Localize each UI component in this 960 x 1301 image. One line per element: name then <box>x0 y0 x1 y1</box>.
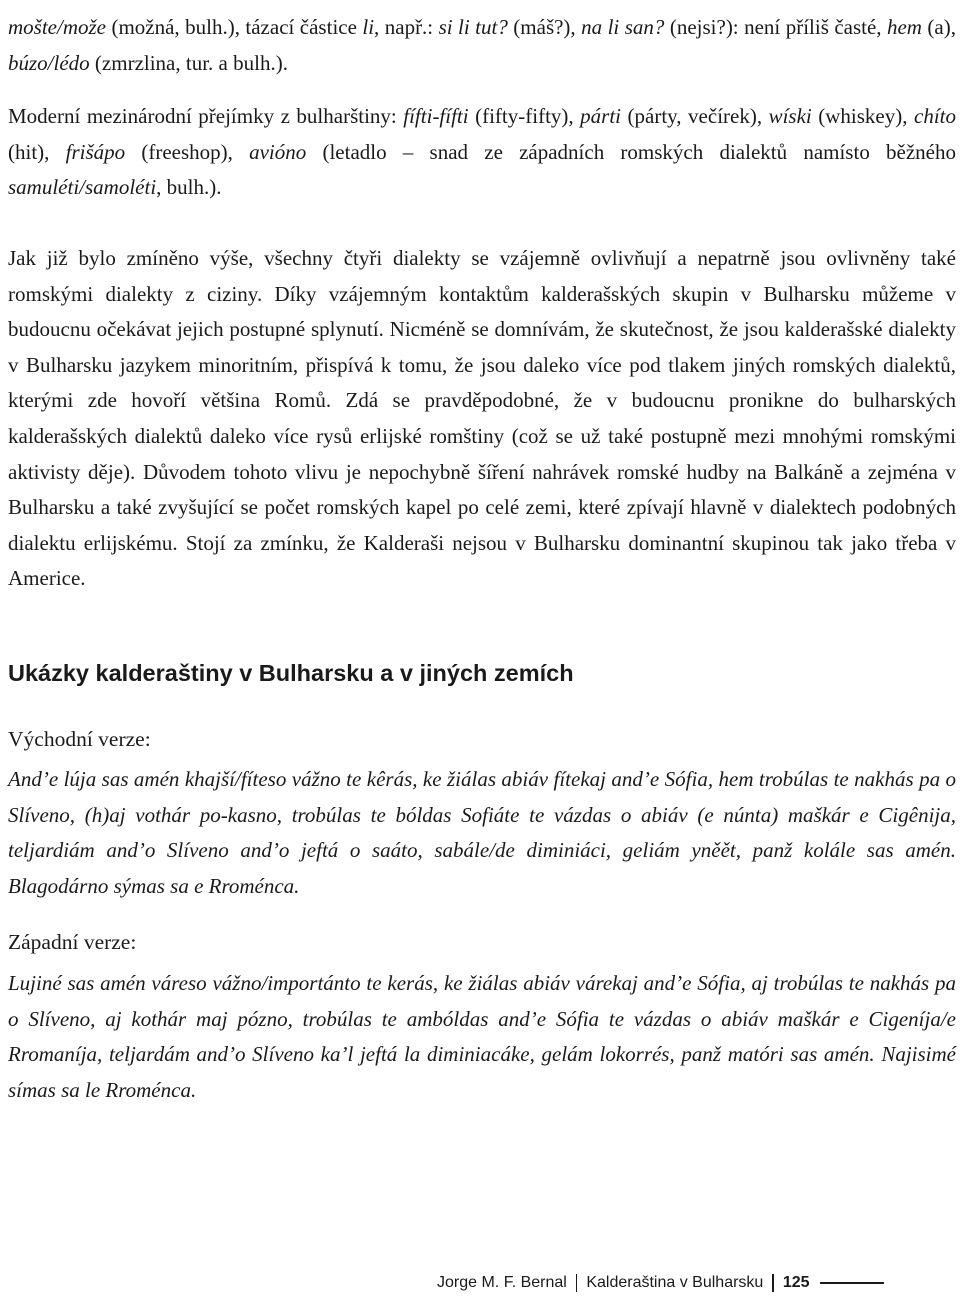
text-span: (párty, večírek), <box>621 104 769 128</box>
text-span: , bulh.). <box>156 175 222 199</box>
text-span: (whiskey), <box>811 104 915 128</box>
text-span: (hit), <box>8 139 66 164</box>
text-span: (freeshop), <box>125 139 250 164</box>
footer-rule <box>820 1282 884 1284</box>
italic-term: na li san? <box>581 15 665 39</box>
footer-separator <box>772 1274 774 1292</box>
eastern-version-label: Východní verze: <box>8 727 151 751</box>
italic-term: mošte/može <box>8 15 106 39</box>
paragraph-modern-loanwords <box>8 99 956 206</box>
italic-term: li <box>362 15 375 39</box>
footer-separator <box>576 1274 578 1292</box>
italic-term: frišápo <box>65 139 126 164</box>
western-version-label: Západní verze: <box>8 930 137 954</box>
italic-term: si li tut? <box>438 15 508 39</box>
italic-term: samuléti/samoléti <box>8 175 157 199</box>
italic-term: hem <box>886 15 922 39</box>
eastern-version-text: And’e lúja sas amén khajší/fíteso vážno te kêrás, ke žiálas abiáv fítekaj and’e Sófia, hem trobúlas te nakhás pa o Slíveno, (h)aj vothár po-kasno, trobúlas te bóldas Sofiáte te vázdas o abiáv (e núnta) maškár e Cigênija, teljardiám and’o Slíveno and’o jeftá o saáto, sabále/de diminiáci, geliám yněět, panž kolále sas amén. Blagodárno sýmas sa e Rroménca. <box>8 767 956 898</box>
paragraph-loanwords-particles <box>8 10 956 81</box>
italic-term: wíski <box>768 104 812 128</box>
footer-title: Kalderaština v Bulharsku <box>586 1274 764 1291</box>
section-heading: Ukázky kalderaštiny v Bulharsku a v jiných zemích <box>8 660 574 686</box>
footer-author: Jorge M. F. Bernal <box>437 1274 567 1291</box>
paragraph-dialect-influence: Jak již bylo zmíněno výše, všechny čtyři dialekty se vzájemně ovlivňují a nepatrně jsou ovlivněny také romskými dialekty z ciziny. Díky vzájemným kontaktům kalderašských skupin v Bulharsku můžeme v budoucnu očekávat jejich postupné splynutí. Nicméně se domnívám, že skutečnost, že jsou kalderašské dialekty v Bulharsku jazykem minoritním, přispívá k tomu, že jsou daleko více pod tlakem jiných romských dialektů, kterými zde hovoří většina Romů. Zdá se pravděpodobné, že v budoucnu pronikne do bulharských kalderašských dialektů daleko více rysů erlijské romštiny (což se už také postupně mezi mnohými romskými aktivisty děje). Důvodem tohoto vlivu je nepochybně šíření nahrávek romské hudby na Balkáně a zejména v Bulharsku a také zvyšující se počet romských kapel po celé zemi, které zpívají hlavně v dialektech podobných dialektu erlijskému. Stojí za zmínku, že Kalderaši nejsou v Bulharsku dominantní skupinou tak jako třeba v Americe. <box>8 246 956 591</box>
text-span: (nejsi?): není příliš časté, <box>664 15 887 39</box>
page-footer <box>437 1274 884 1292</box>
text-span: (letadlo – snad ze západních romských dialektů namísto běžného <box>306 139 956 164</box>
italic-term: búzo/lédo <box>8 50 90 75</box>
text-span: (a), <box>921 15 956 39</box>
italic-term: avióno <box>249 139 307 164</box>
text-span: (zmrzlina, tur. a bulh.). <box>89 50 288 75</box>
text-span: (možná, bulh.), tázací částice <box>106 15 363 39</box>
italic-term: fífti-fífti <box>403 104 469 128</box>
text-span: , např.: <box>374 15 439 39</box>
text-span: (máš?), <box>507 15 582 39</box>
italic-term: chíto <box>914 104 957 128</box>
text-span: Moderní mezinárodní přejímky z bulharštiny: <box>8 104 404 128</box>
text-span: (fifty-fifty), <box>468 104 581 128</box>
page-number: 125 <box>782 1274 810 1291</box>
italic-term: párti <box>580 104 622 128</box>
western-version-text: Lujiné sas amén váreso vážno/importánto te kerás, ke žiálas abiáv várekaj and’e Sófia, aj trobúlas te nakhás pa o Slíveno, aj kothár maj pózno, trobúlas te ambóldas and’e Sófia te vázdas o abiáv maškár e Cigeníja/e Rromaníja, teljardám and’o Slíveno ka’l jeftá la diminiacáke, gelám lokorrés, panž matóri sas amén. Najisimé símas sa le Rroménca. <box>8 971 956 1102</box>
